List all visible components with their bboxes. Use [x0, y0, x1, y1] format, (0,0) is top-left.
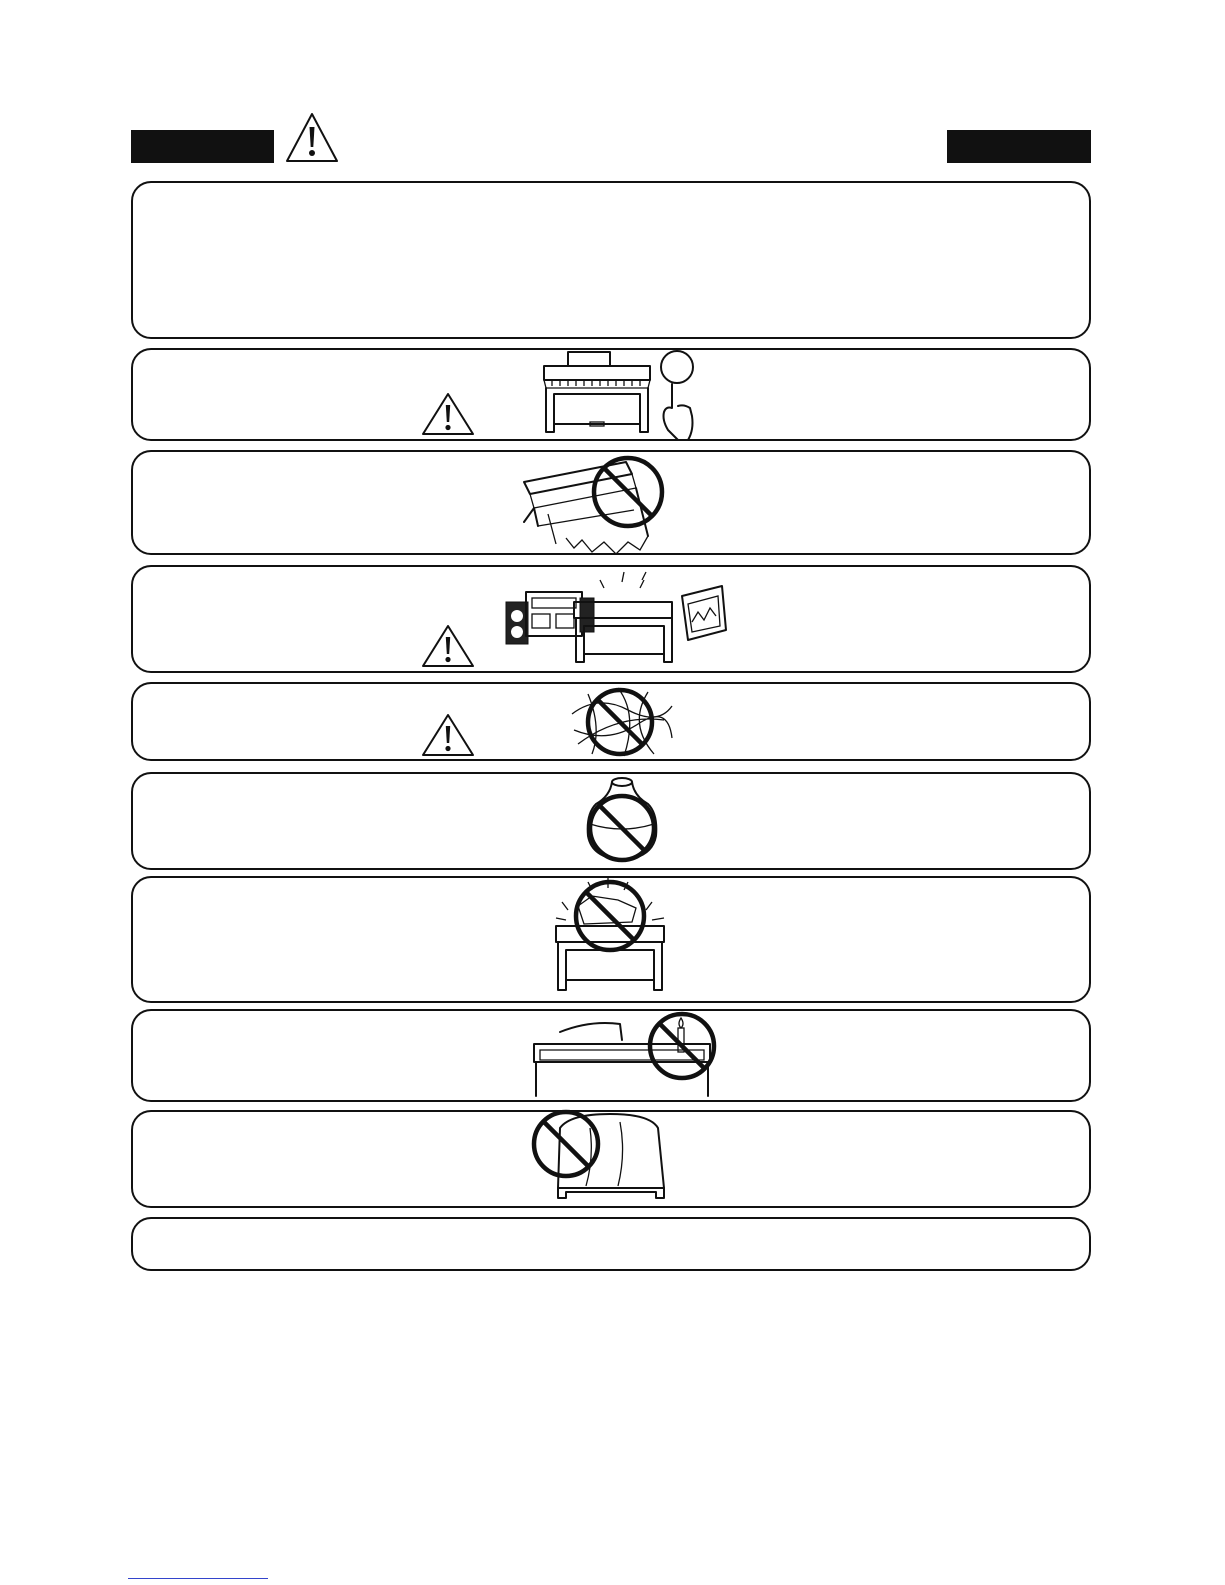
prohibited-candle-icon — [530, 1010, 720, 1096]
prohibited-tangled-cables-icon — [568, 684, 674, 760]
header-right-bar — [947, 130, 1091, 163]
intro-panel — [131, 181, 1091, 339]
warning-triangle-icon — [420, 391, 476, 437]
warning-triangle-icon — [284, 110, 340, 165]
note-panel — [131, 1217, 1091, 1271]
warning-triangle-icon — [420, 712, 476, 758]
piano-stereo-tv-interference-icon — [504, 566, 729, 670]
footer-link-underline — [128, 1578, 268, 1579]
prohibited-covered-piano-icon — [530, 1108, 676, 1206]
prohibited-tilted-piano-icon — [516, 448, 676, 558]
header-left-bar — [131, 130, 274, 163]
piano-with-hand-icon — [538, 350, 708, 442]
prohibited-object-on-piano-icon — [548, 876, 672, 998]
prohibited-vase-icon — [582, 774, 664, 866]
warning-triangle-icon — [420, 623, 476, 669]
